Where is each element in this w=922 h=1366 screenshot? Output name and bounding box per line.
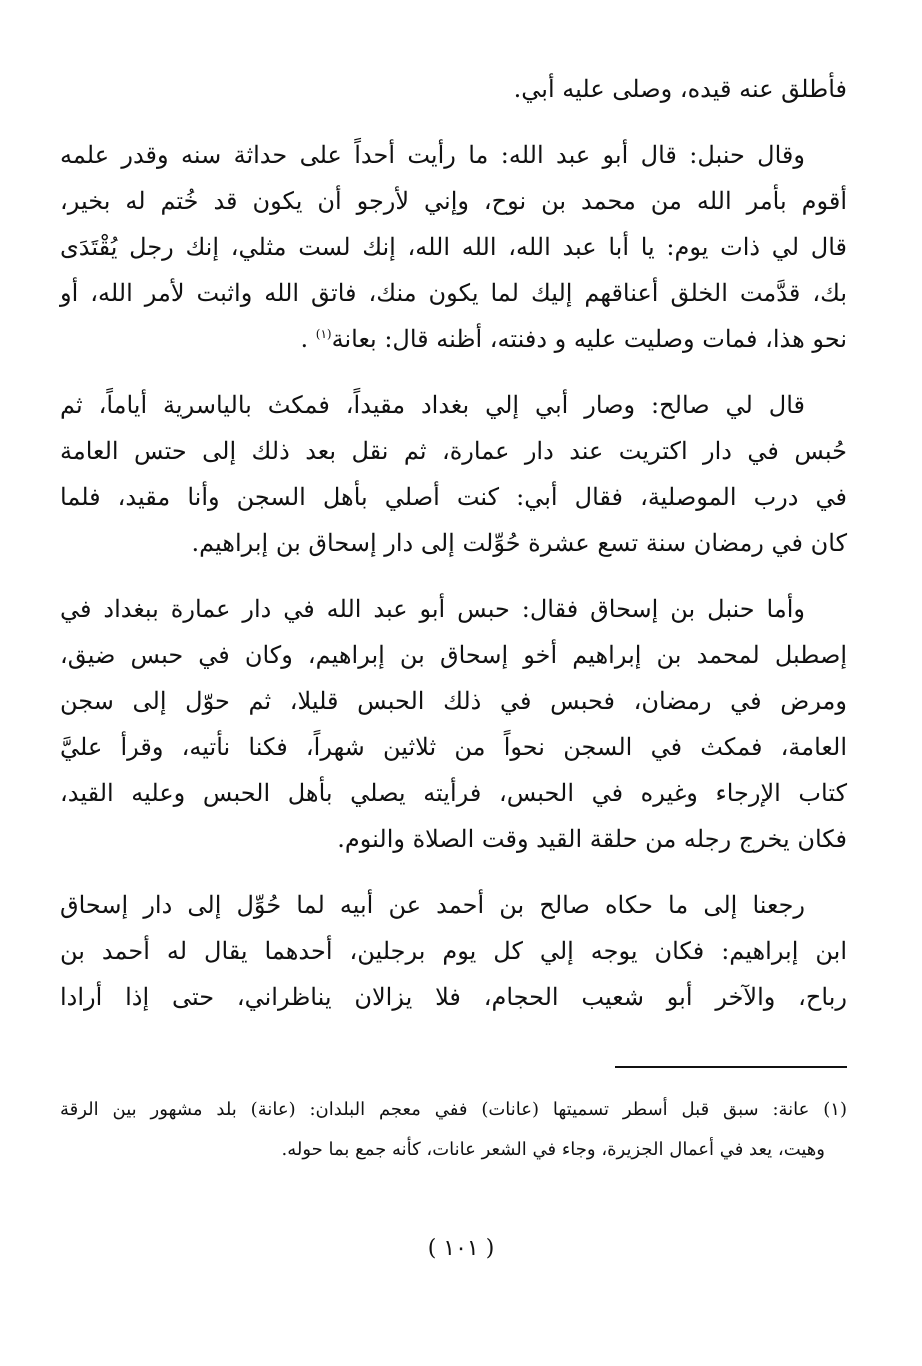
paragraph [60,132,847,362]
text-line-end: . [300,325,316,353]
paragraph [60,382,847,566]
text-line: في درب الموصلية، فقال أبي: كنت أصلي بأهل السجن وأنا مقيد، فلما [60,483,847,511]
footnote-line: (١) عانة: سبق قبل أسطر تسميتها (عانات) ففي معجم البلدان: (عانة) بلد مشهور بين الرقة [60,1099,847,1120]
text-line: فكان يخرج رجله من حلقة القيد وقت الصلاة والنوم. [337,825,847,853]
text-line: كان في رمضان سنة تسع عشرة حُوِّلت إلى دار إسحاق بن إبراهيم. [191,529,847,557]
footnote-separator [615,1066,847,1068]
text-line: إصطبل لمحمد بن إبراهيم أخو إسحاق بن إبراهيم، وكان في حبس ضيق، [60,641,847,669]
text-line: أقوم بأمر الله من محمد بن نوح، وإني لأرجو أن يكون قد خُتم له بخير، [60,187,847,215]
text-line: ومرض في رمضان، فحبس في ذلك الحبس قليلا، ثم حوّل إلى سجن [60,687,847,715]
footnote-line: وهيت، يعد في أعمال الجزيرة، وجاء في الشعر عانات، كأنه جمع بما حوله. [281,1139,825,1160]
paragraph [60,66,847,112]
footnote [60,1090,847,1170]
text-line: قال لي ذات يوم: يا أبا عبد الله، الله الله، إنك لست مثلي، إنك رجل يُقْتَدَى [60,233,847,261]
body-text [60,66,847,1040]
text-line: فأطلق عنه قيده، وصلى عليه أبي. [513,75,847,103]
footnotes [60,1090,847,1170]
footnote-marker[interactable]: (١) [315,327,332,341]
paragraph [60,882,847,1020]
text-line-with-footnote [60,316,847,362]
text-line: رباح، والآخر أبو شعيب الحجام، فلا يزالان يناظراني، حتى إذا أرادا [60,983,847,1011]
text-line: العامة، فمكث في السجن نحواً من ثلاثين شهراً، فكنا نأتيه، وقرأ عليَّ [60,733,847,761]
text-line: ابن إبراهيم: فكان يوجه إلي كل يوم برجلين، أحدهما يقال له أحمد بن [60,937,847,965]
text-line: قال لي صالح: وصار أبي إلي بغداد مقيداً، فمكث بالياسرية أياماً، ثم [60,391,806,419]
text-line: كتاب الإرجاء وغيره في الحبس، فرأيته يصلي بأهل الحبس وعليه القيد، [60,779,847,807]
text-line: بك، قدَّمت الخلق أعناقهم إليك لما يكون منك، فاتق الله واثبت لأمر الله، أو [60,279,847,307]
text-line: وقال حنبل: قال أبو عبد الله: ما رأيت أحداً على حداثة سنه وقدر علمه [60,141,805,169]
text-line: رجعنا إلى ما حكاه صالح بن أحمد عن أبيه لما حُوِّل إلى دار إسحاق [60,891,805,919]
text-line: حُبس في دار اكتريت عند دار عمارة، ثم نقل بعد ذلك إلى حتس العامة [60,437,847,465]
text-line-content: نحو هذا، فمات وصليت عليه و دفنته، أظنه قال: بعانة [331,325,847,353]
text-line: وأما حنبل بن إسحاق فقال: حبس أبو عبد الله في دار عمارة ببغداد في [60,595,805,623]
page-number: ( ١٠١ ) [427,1236,495,1261]
paragraph [60,586,847,862]
